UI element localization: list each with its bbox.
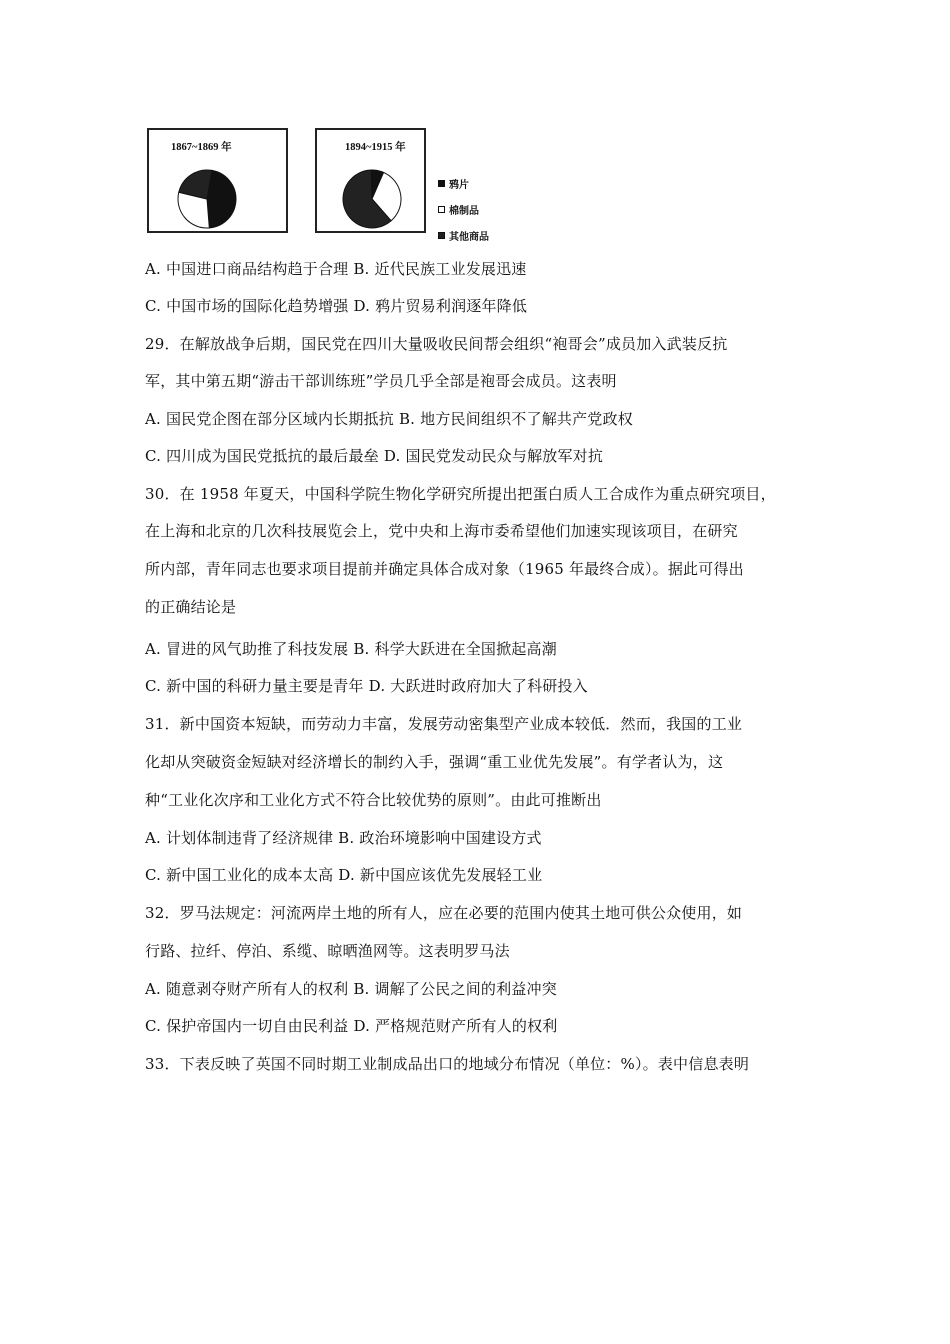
question-text: 化却从突破资金短缺对经济增长的制约入手，强调“重工业优先发展”。有学者认为，这 [145,753,724,771]
option-line: C. 新中国的科研力量主要是青年 D. 大跃进时政府加大了科研投入 [145,677,588,695]
question-text: 所内部，青年同志也要求项目提前并确定具体合成对象（1965 年最终合成）。据此可得出 [145,560,744,578]
option-line: C. 四川成为国民党抵抗的最后最垒 D. 国民党发动民众与解放军对抗 [145,447,604,465]
filled-square-icon [438,180,445,187]
question-text: 种“工业化次序和工业化方式不符合比较优势的原则”。由此可推断出 [145,791,602,809]
legend-label: 鸦片 [449,179,469,191]
question-text: 的正确结论是 [145,598,237,616]
filled-square-icon [438,232,445,239]
option-line: A. 中国进口商品结构趋于合理 B. 近代民族工业发展迅速 [145,260,527,278]
legend-item-other [438,222,489,248]
question-text: 32．罗马法规定：河流两岸土地的所有人，应在必要的范围内使其土地可供公众使用，如 [145,904,743,922]
question-text: 33．下表反映了英国不同时期工业制成品出口的地域分布情况（单位：%）。表中信息表明 [145,1055,750,1073]
question-text: 30．在 1958 年夏天，中国科学院生物化学研究所提出把蛋白质人工合成作为重点研究项目， [145,485,776,503]
pie-chart-1867-1869 [147,128,288,233]
option-line: C. 保护帝国内一切自由民利益 D. 严格规范财产所有人的权利 [145,1017,558,1035]
chart-title: 1867~1869 年 [171,142,232,153]
pie-chart-1894-1915 [315,128,426,233]
question-text: 行路、拉纤、停泊、系缆、晾晒渔网等。这表明罗马法 [145,942,510,960]
legend-label: 棉制品 [449,205,479,217]
chart-title: 1894~1915 年 [345,142,406,153]
option-line: A. 国民党企图在部分区域内长期抵抗 B. 地方民间组织不了解共产党政权 [145,410,633,428]
option-line: C. 中国市场的国际化趋势增强 D. 鸦片贸易利润逐年降低 [145,297,528,315]
pie-slice-0 [207,170,236,227]
chart-legend [438,170,489,248]
option-line: A. 冒进的风气助推了科技发展 B. 科学大跃进在全国掀起高潮 [145,640,557,658]
question-text: 军，其中第五期“游击干部训练班”学员几乎全部是袍哥会成员。这表明 [145,372,617,390]
legend-item-cotton [438,196,489,222]
legend-item-opium [438,170,489,196]
empty-square-icon [438,206,445,213]
pie [176,168,238,230]
question-text: 29．在解放战争后期，国民党在四川大量吸收民间帮会组织“袍哥会”成员加入武装反抗 [145,335,728,353]
option-line: A. 计划体制违背了经济规律 B. 政治环境影响中国建设方式 [145,829,542,847]
legend-label: 其他商品 [449,231,489,243]
option-line: C. 新中国工业化的成本太高 D. 新中国应该优先发展轻工业 [145,866,543,884]
question-text: 在上海和北京的几次科技展览会上，党中央和上海市委希望他们加速实现该项目，在研究 [145,522,738,540]
question-text: 31．新中国资本短缺，而劳动力丰富，发展劳动密集型产业成本较低．然而，我国的工业 [145,715,743,733]
pie [341,168,403,230]
option-line: A. 随意剥夺财产所有人的权利 B. 调解了公民之间的利益冲突 [145,980,557,998]
